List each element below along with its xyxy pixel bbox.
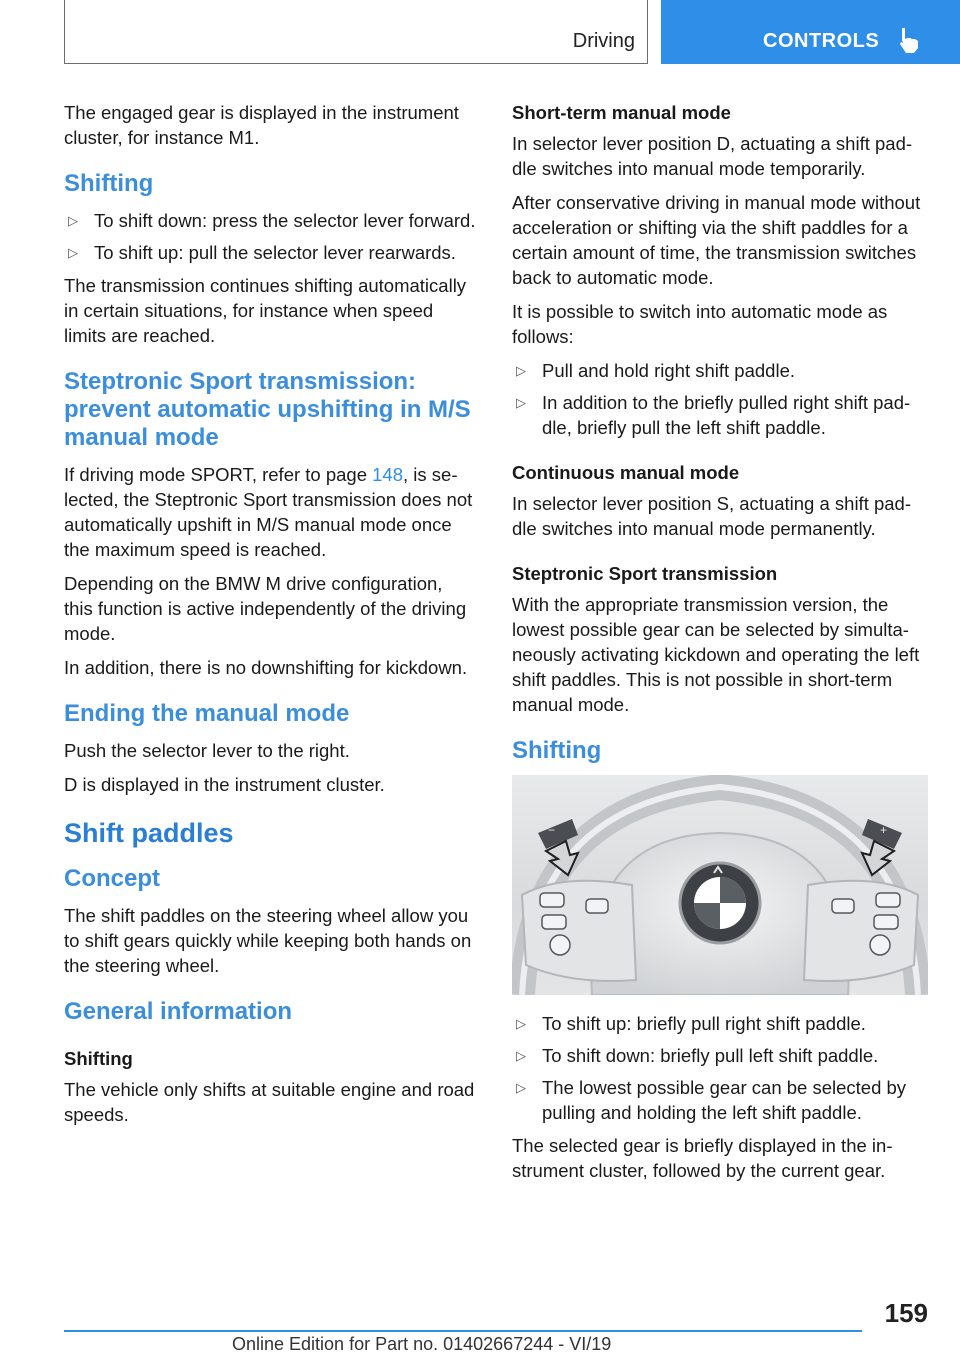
list-item: ▷ To shift up: pull the selector lever rearwards.	[68, 242, 456, 263]
list-item: ▷ To shift down: briefly pull left shift paddle.	[516, 1045, 879, 1066]
list-item: ▷ To shift down: press the selector lever forward.	[68, 210, 476, 231]
header-chapter-tab	[661, 0, 960, 64]
pointing-hand-icon	[897, 26, 921, 54]
triangle-bullet-icon: ▷	[68, 213, 78, 228]
page-number: 159	[884, 1298, 928, 1328]
triangle-bullet-icon: ▷	[516, 1080, 526, 1095]
shifting-right-heading: Shifting	[512, 737, 602, 764]
triangle-bullet-icon: ▷	[516, 1048, 526, 1063]
footer-edition: Online Edition for Part no. 01402667244 - VI/19	[232, 1334, 612, 1354]
shifting-list	[64, 208, 476, 265]
steering-wheel-figure	[512, 775, 928, 995]
triangle-bullet-icon: ▷	[516, 363, 526, 378]
list-item: ▷ Pull and hold right shift paddle.	[516, 360, 796, 381]
sport-transmission-paragraph: With the appropriate transmission version, the lowest possible gear can be selected by simultaneously activating kickdown and operating the left shift paddles. This is not possible in short-term manual mode.	[512, 594, 920, 715]
shifting-right-paragraph: The selected gear is briefly displayed in the instrument cluster, followed by the current gear.	[512, 1135, 893, 1181]
right-column	[512, 100, 928, 1192]
shifting-heading: Shifting	[64, 170, 154, 197]
general-paragraph: The vehicle only shifts at suitable engine and road speeds.	[64, 1079, 475, 1125]
header-section-title: Driving	[572, 30, 635, 52]
continuous-paragraph: In selector lever position S, actuating a shift paddle switches into manual mode permanently.	[512, 493, 912, 539]
short-term-heading: Short-term manual mode	[512, 102, 731, 123]
shift-paddles-heading: Shift paddles	[64, 818, 234, 848]
steering-wheel-illustration	[512, 775, 928, 995]
triangle-bullet-icon: ▷	[68, 245, 78, 260]
steptronic-paragraph-3: In addition, there is no downshifting for kickdown.	[64, 657, 468, 678]
plus-label: +	[880, 823, 888, 837]
steptronic-heading: Steptronic Sport transmission: prevent automatic upshifting in M/S manual mode	[64, 368, 471, 451]
footer-divider	[64, 1330, 862, 1332]
list-item: ▷ To shift up: briefly pull right shift paddle.	[516, 1013, 866, 1034]
concept-paragraph: The shift paddles on the steering wheel allow you to shift gears quickly while keeping both hands on the steering wheel.	[64, 905, 472, 976]
triangle-bullet-icon: ▷	[516, 395, 526, 410]
general-subheading: Shifting	[64, 1048, 133, 1069]
steptronic-paragraph-1: If driving mode SPORT, refer to page 148, is selected, the Steptronic Sport transmission does not automatically upshift in M/S manual mode once the maximum speed is reached.	[64, 464, 473, 560]
general-information-heading: General information	[64, 998, 293, 1025]
shifting-paragraph: The transmission continues shifting automatically in certain situations, for instance when speed limits are reached.	[64, 275, 467, 346]
triangle-bullet-icon: ▷	[516, 1016, 526, 1031]
header-chapter-title: CONTROLS	[763, 30, 880, 52]
list-item: ▷ The lowest possible gear can be selected by pulling and holding the left shift paddle.	[516, 1077, 907, 1123]
steptronic-paragraph-2: Depending on the BMW M drive configuration, this function is active independently of the driving mode.	[64, 573, 467, 644]
minus-label: −	[548, 823, 556, 837]
header-section-box	[64, 0, 648, 64]
continuous-heading: Continuous manual mode	[512, 462, 740, 483]
short-term-paragraph-2: After conservative driving in manual mode without acceleration or shifting via the shift paddles for a certain amount of time, the transmission switches back to automatic mode.	[512, 192, 921, 288]
page-reference-link[interactable]: 148	[372, 464, 404, 485]
intro-paragraph: The engaged gear is displayed in the instrument cluster, for instance M1.	[64, 102, 459, 148]
concept-heading: Concept	[64, 865, 160, 892]
sport-transmission-heading: Steptronic Sport transmission	[512, 563, 778, 584]
short-term-paragraph-3: It is possible to switch into automatic mode as follows:	[512, 301, 888, 347]
ending-paragraph-1: Push the selector lever to the right.	[64, 740, 350, 761]
list-item: ▷ In addition to the briefly pulled right shift paddle, briefly pull the left shift paddle.	[516, 392, 911, 438]
short-term-paragraph-1: In selector lever position D, actuating a shift paddle switches into manual mode temporarily.	[512, 133, 913, 179]
short-term-list	[512, 358, 928, 440]
left-column	[64, 100, 476, 1136]
shifting-right-list	[512, 1011, 928, 1125]
ending-heading: Ending the manual mode	[64, 700, 350, 727]
ending-paragraph-2: D is displayed in the instrument cluster.	[64, 774, 385, 795]
